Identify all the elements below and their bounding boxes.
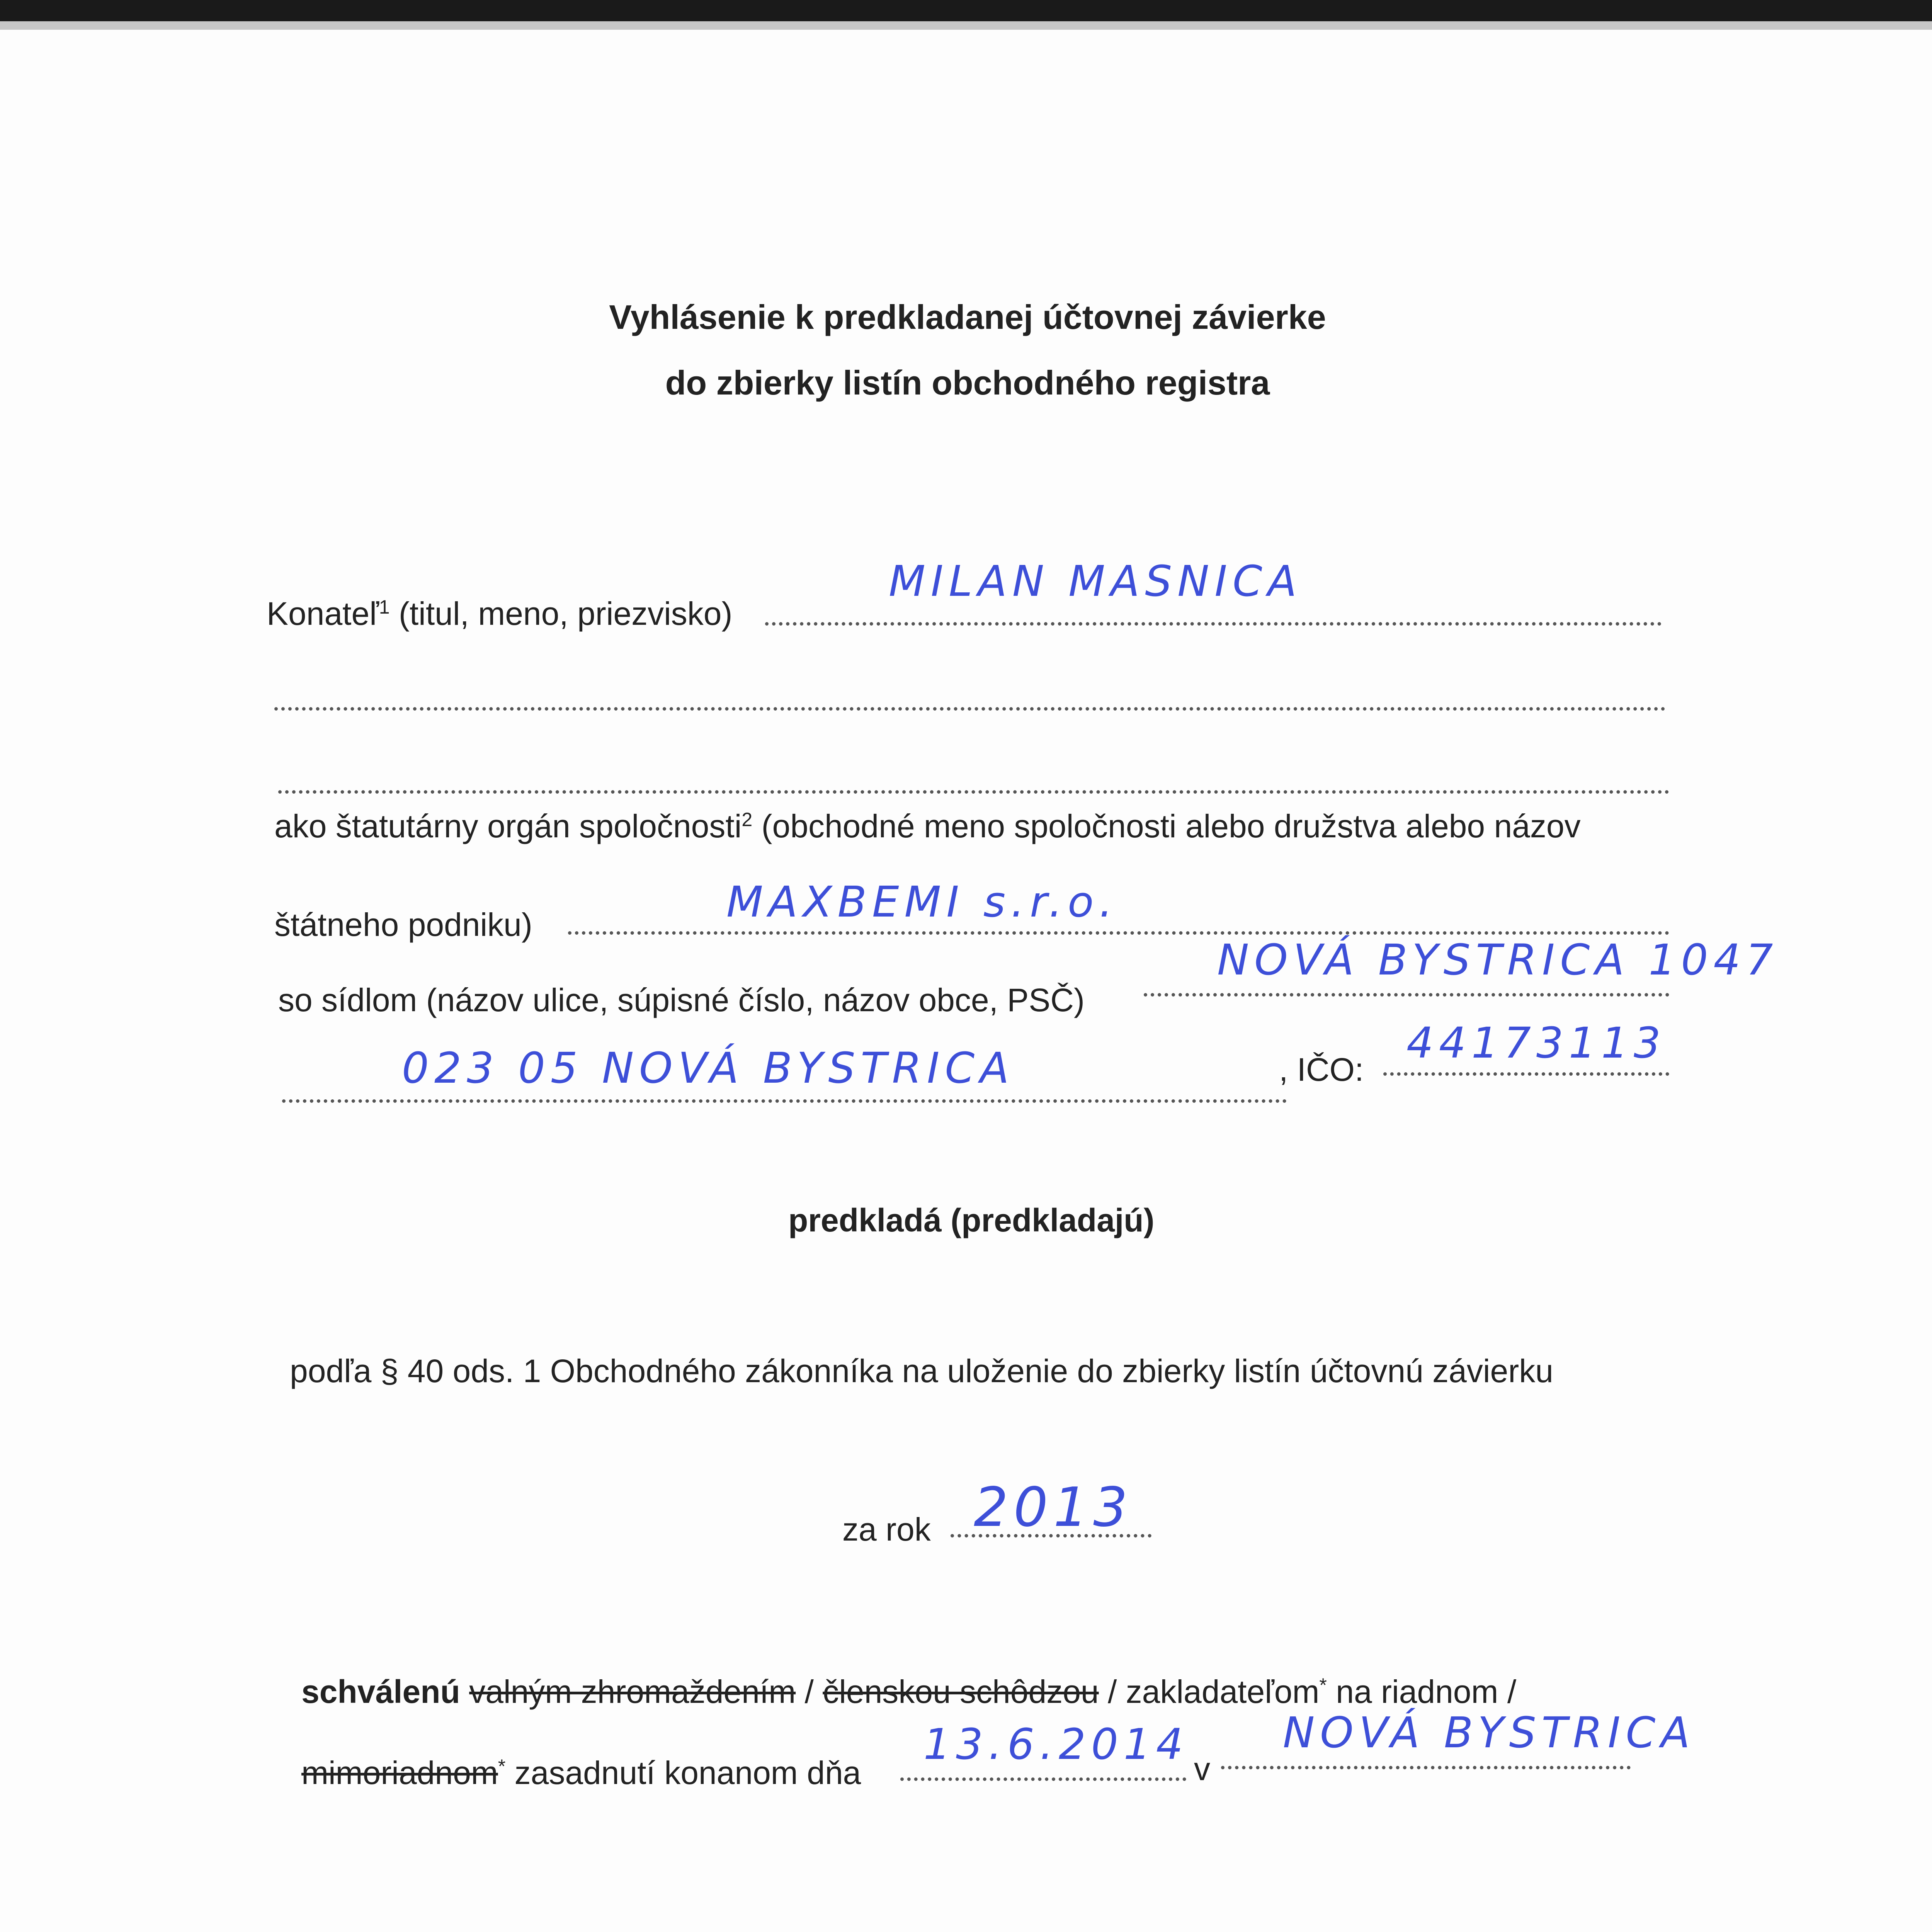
- rok-label: za rok: [842, 1511, 931, 1548]
- sidlo-dotted-line-2: [282, 1095, 1287, 1103]
- document-title-line2: do zbierky listín obchodného registra: [665, 364, 1270, 402]
- schvalenu-line1: schválenú valným zhromaždením / členskou schôdzou / zakladateľom* na riadnom /: [301, 1673, 1517, 1710]
- organ-handwritten-company: MAXBEMI s.r.o.: [726, 877, 1118, 927]
- konatel-label: Konateľ$^1$ (titul, meno, priezvisko): [267, 595, 733, 632]
- ico-label: , IČO:: [1279, 1051, 1364, 1088]
- podla-text: podľa § 40 ods. 1 Obchodného zákonníka na uloženie do zbierky listín účtovnú závierku: [290, 1353, 1553, 1389]
- rok-handwritten-value: 2013: [974, 1476, 1133, 1539]
- sidlo-dotted-line: [1144, 989, 1669, 997]
- v-label: v: [1194, 1751, 1210, 1787]
- document-title-line1: Vyhlásenie k predkladanej účtovnej závierke: [609, 298, 1326, 336]
- predklada-heading: predkladá (predkladajú): [788, 1202, 1155, 1238]
- organ-dotted-line: [568, 927, 1669, 935]
- place-handwritten-value: NOVÁ BYSTRICA: [1283, 1708, 1696, 1757]
- schvalenu-line2: mimoriadnom* zasadnutí konanom dňa: [301, 1755, 861, 1791]
- date-dotted-line: [900, 1774, 1186, 1781]
- konatel-dotted-line: [765, 618, 1662, 626]
- sidlo-handwritten-line2: 023 05 NOVÁ BYSTRICA: [402, 1043, 1015, 1093]
- konatel-dotted-line-2: [274, 703, 1665, 711]
- date-handwritten-value: 13.6.2014: [923, 1719, 1189, 1769]
- sidlo-label: so sídlom (názov ulice, súpisné číslo, názov obce, PSČ): [278, 982, 1085, 1018]
- ico-dotted-line: [1383, 1068, 1669, 1076]
- scan-top-edge: [0, 0, 1932, 21]
- scan-top-shadow: [0, 21, 1932, 30]
- konatel-handwritten-name: MILAN MASNICA: [889, 556, 1302, 606]
- organ-text-line2: štátneho podniku): [274, 906, 532, 943]
- ico-handwritten-value: 44173113: [1406, 1018, 1666, 1068]
- konatel-dotted-line-3: [278, 786, 1669, 794]
- organ-text-line1: ako štatutárny orgán spoločnosti$^2$ (obchodné meno spoločnosti alebo družstva alebo názov: [274, 808, 1581, 844]
- sidlo-handwritten-line1: NOVÁ BYSTRICA 1047: [1217, 935, 1779, 985]
- place-dotted-line: [1221, 1762, 1631, 1769]
